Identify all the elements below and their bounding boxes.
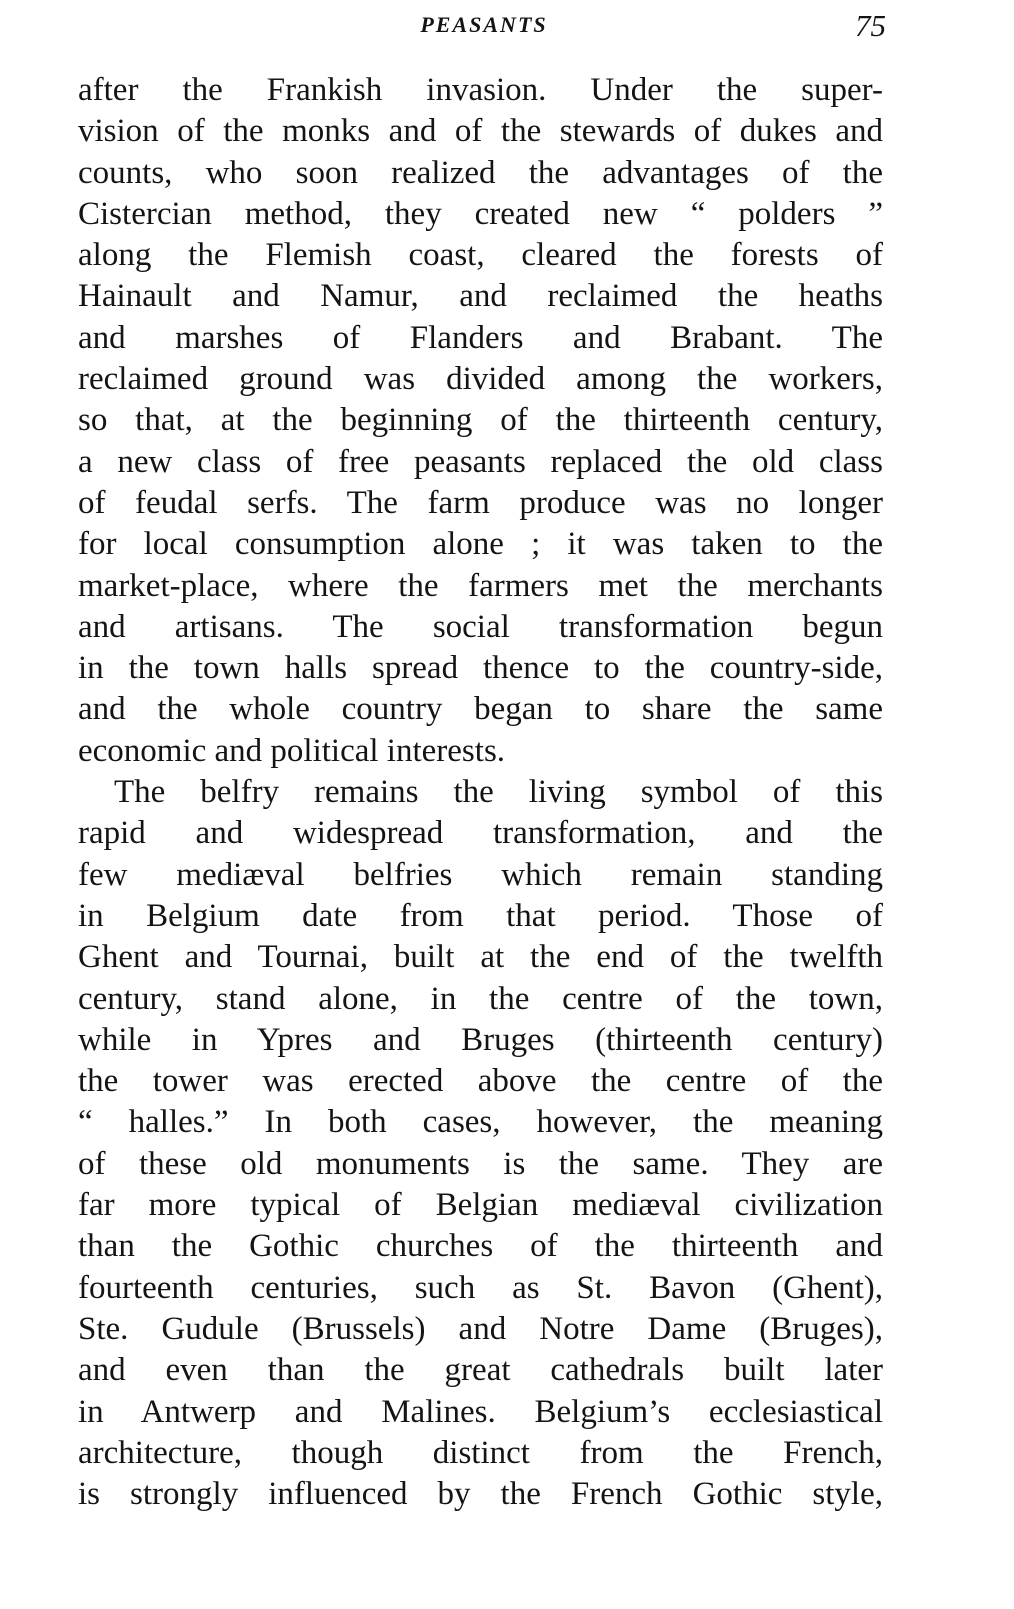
text-line: Cistercian method, they created new “ polders ” (78, 195, 883, 232)
text-line: rapid and widespread transformation, and the (78, 815, 883, 852)
text-line: vision of the monks and of the stewards of dukes and (78, 113, 883, 150)
text-line: so that, at the beginning of the thirteenth century, (78, 402, 883, 439)
text-line: for local consumption alone ; it was taken to the (78, 526, 883, 563)
text-line: after the Frankish invasion. Under the super- (78, 72, 883, 108)
text-line: of these old monuments is the same. They are (78, 1145, 883, 1182)
paragraph-end-line: economic and political interests. (78, 732, 506, 769)
text-line: Ghent and Tournai, built at the end of the twelfth (78, 939, 883, 976)
text-line: far more typical of Belgian mediæval civilization (78, 1187, 883, 1224)
text-line: in Antwerp and Malines. Belgium’s ecclesiastical (78, 1393, 883, 1430)
text-line: of feudal serfs. The farm produce was no longer (78, 484, 883, 521)
text-line: and artisans. The social transformation begun (78, 608, 883, 645)
text-line: reclaimed ground was divided among the workers, (78, 361, 883, 398)
body-text (78, 70, 883, 1515)
page-number: 75 (855, 8, 886, 43)
text-line: counts, who soon realized the advantages of the (78, 154, 883, 191)
text-line: along the Flemish coast, cleared the forests of (78, 237, 883, 274)
text-line: a new class of free peasants replaced the old class (78, 443, 883, 480)
text-line: in the town halls spread thence to the country-side, (78, 650, 883, 687)
running-title: PEASANTS (420, 12, 548, 37)
text-line: few mediæval belfries which remain standing (78, 856, 883, 893)
text-line: while in Ypres and Bruges (thirteenth century) (78, 1021, 883, 1058)
paragraph-start-line: The belfry remains the living symbol of this (114, 774, 883, 811)
text-line: than the Gothic churches of the thirteenth and (78, 1228, 883, 1265)
text-line: century, stand alone, in the centre of the town, (78, 980, 883, 1017)
text-line: “ halles.” In both cases, however, the meaning (78, 1104, 883, 1141)
text-line: the tower was erected above the centre of the (78, 1063, 883, 1100)
text-line: fourteenth centuries, such as St. Bavon (Ghent), (78, 1269, 883, 1306)
text-line: Hainault and Namur, and reclaimed the heaths (78, 278, 883, 315)
text-line: and marshes of Flanders and Brabant. The (78, 319, 883, 356)
text-line: market-place, where the farmers met the merchants (78, 567, 883, 604)
text-line: in Belgium date from that period. Those of (78, 897, 883, 934)
text-line: and the whole country began to share the same (78, 691, 883, 728)
running-head (78, 8, 890, 48)
text-line: architecture, though distinct from the French, (78, 1434, 883, 1471)
text-line: Ste. Gudule (Brussels) and Notre Dame (Bruges), (78, 1310, 883, 1347)
text-line: is strongly influenced by the French Gothic style, (78, 1476, 883, 1513)
text-line: and even than the great cathedrals built later (78, 1352, 883, 1389)
